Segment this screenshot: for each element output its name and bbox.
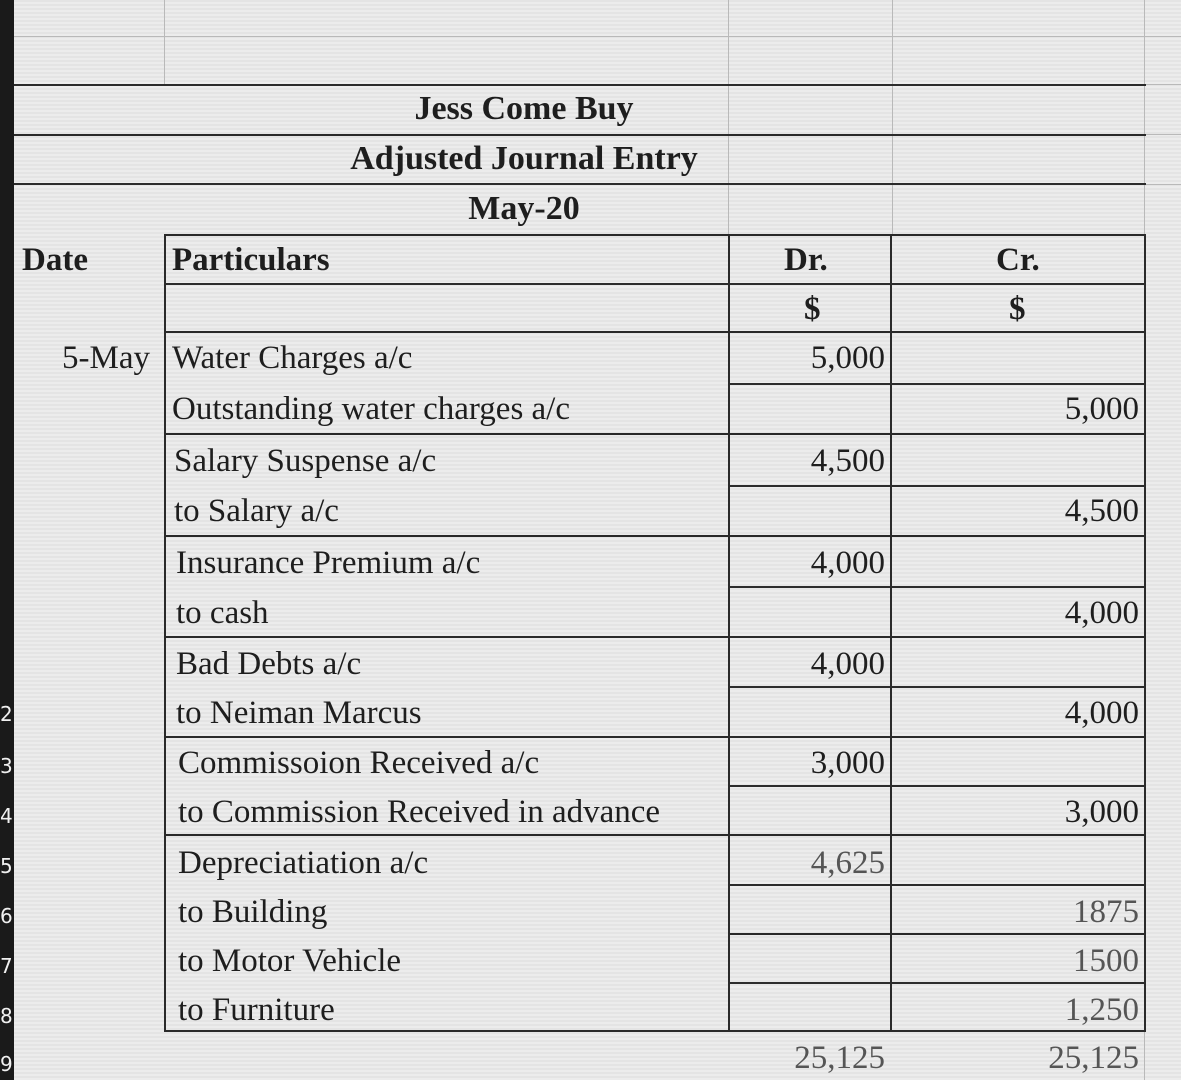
entry-particular[interactable]: Commissoion Received a/c bbox=[178, 745, 540, 781]
total-debit[interactable]: 25,125 bbox=[794, 1040, 885, 1076]
entry-particular[interactable]: to Furniture bbox=[178, 992, 335, 1028]
entry-particular[interactable]: to cash bbox=[176, 595, 269, 631]
entry-credit[interactable]: 4,000 bbox=[1064, 595, 1139, 631]
row-number[interactable]: 3 bbox=[0, 755, 13, 777]
row-number[interactable]: 8 bbox=[0, 1005, 13, 1027]
row-number[interactable]: 9 bbox=[0, 1053, 13, 1075]
entry-particular[interactable]: Outstanding water charges a/c bbox=[172, 391, 570, 427]
entry-debit[interactable]: 5,000 bbox=[810, 340, 885, 376]
debit-unit[interactable]: $ bbox=[804, 291, 821, 327]
entry-particular[interactable]: Salary Suspense a/c bbox=[174, 443, 437, 479]
row-number[interactable]: 2 bbox=[0, 703, 13, 725]
debit-header[interactable]: Dr. bbox=[784, 242, 828, 278]
entry-credit[interactable]: 3,000 bbox=[1064, 794, 1139, 830]
entry-credit[interactable]: 5,000 bbox=[1064, 391, 1139, 427]
statement-title[interactable]: Adjusted Journal Entry bbox=[350, 140, 698, 177]
entry-date[interactable]: 5-May bbox=[62, 340, 150, 376]
row-number-strip bbox=[0, 0, 14, 1080]
particulars-header[interactable]: Particulars bbox=[172, 242, 330, 278]
row-number[interactable]: 7 bbox=[0, 955, 13, 977]
entry-debit[interactable]: 4,000 bbox=[810, 545, 885, 581]
entry-particular[interactable]: Insurance Premium a/c bbox=[176, 545, 481, 581]
total-credit[interactable]: 25,125 bbox=[1048, 1040, 1139, 1076]
period-title[interactable]: May-20 bbox=[468, 190, 580, 227]
entry-particular[interactable]: Bad Debts a/c bbox=[176, 646, 362, 682]
entry-particular[interactable]: to Salary a/c bbox=[174, 493, 339, 529]
company-title[interactable]: Jess Come Buy bbox=[414, 90, 634, 127]
row-number[interactable]: 4 bbox=[0, 805, 13, 827]
entry-particular[interactable]: to Motor Vehicle bbox=[178, 943, 402, 979]
entry-debit[interactable]: 4,625 bbox=[810, 845, 885, 881]
entry-debit[interactable]: 3,000 bbox=[810, 745, 885, 781]
entry-credit[interactable]: 4,500 bbox=[1064, 493, 1139, 529]
row-number[interactable]: 6 bbox=[0, 905, 13, 927]
credit-unit[interactable]: $ bbox=[1009, 291, 1026, 327]
entry-debit[interactable]: 4,500 bbox=[810, 443, 885, 479]
date-header[interactable]: Date bbox=[22, 242, 88, 278]
entry-particular[interactable]: to Commission Received in advance bbox=[178, 794, 661, 830]
entry-particular[interactable]: to Neiman Marcus bbox=[176, 695, 422, 731]
entry-credit[interactable]: 1,250 bbox=[1064, 992, 1139, 1028]
entry-particular[interactable]: Water Charges a/c bbox=[172, 340, 413, 376]
entry-credit[interactable]: 1875 bbox=[1073, 894, 1139, 930]
entry-debit[interactable]: 4,000 bbox=[810, 646, 885, 682]
credit-header[interactable]: Cr. bbox=[996, 242, 1040, 278]
spreadsheet-grid[interactable] bbox=[14, 0, 1181, 1080]
entry-particular[interactable]: Depreciatiation a/c bbox=[178, 845, 429, 881]
entry-credit[interactable]: 4,000 bbox=[1064, 695, 1139, 731]
entry-credit[interactable]: 1500 bbox=[1073, 943, 1139, 979]
row-number[interactable]: 5 bbox=[0, 855, 13, 877]
entry-particular[interactable]: to Building bbox=[178, 894, 328, 930]
